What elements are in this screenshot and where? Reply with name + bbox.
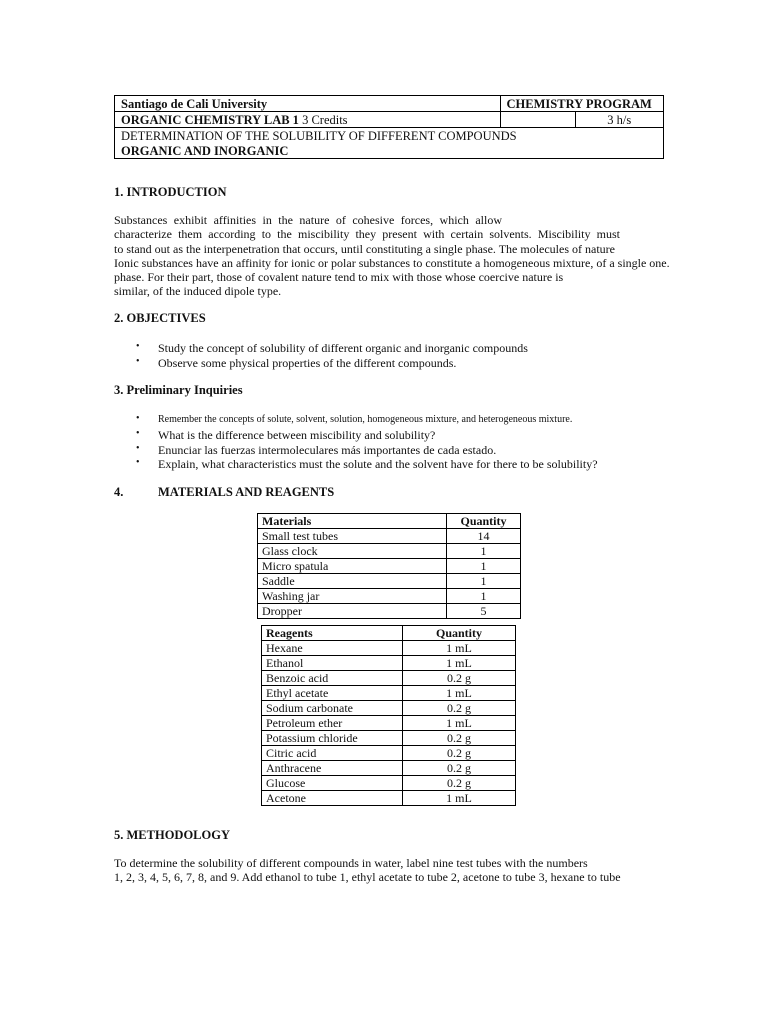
reagent-qty: 0.2 g bbox=[403, 701, 516, 716]
reagent-name: Benzoic acid bbox=[262, 671, 403, 686]
reagent-qty: 0.2 g bbox=[403, 731, 516, 746]
table-row bbox=[258, 544, 521, 559]
university-name: Santiago de Cali University bbox=[115, 96, 501, 112]
material-qty: 1 bbox=[447, 544, 521, 559]
methodology-paragraph bbox=[114, 856, 654, 885]
reagents-col-header: Reagents bbox=[262, 626, 403, 641]
introduction-heading: 1. INTRODUCTION bbox=[114, 185, 227, 199]
list-item: • Study the concept of solubility of different organic and inorganic compounds bbox=[114, 341, 528, 356]
reagent-qty: 1 mL bbox=[403, 686, 516, 701]
material-name: Dropper bbox=[258, 604, 447, 619]
table-row bbox=[262, 746, 516, 761]
methodology-heading: 5. METHODOLOGY bbox=[114, 828, 230, 842]
material-name: Saddle bbox=[258, 574, 447, 589]
methodology-line: To determine the solubility of different compounds in water, label nine test tubes with the numbers bbox=[114, 856, 588, 870]
intro-line: to stand out as the interpenetration that occurs, until constituting a single phase. The molecules of nature bbox=[114, 241, 615, 256]
reagent-name: Hexane bbox=[262, 641, 403, 656]
reagent-name: Ethanol bbox=[262, 656, 403, 671]
list-item: • Explain, what characteristics must the solute and the solvent have for there to be solubility? bbox=[114, 457, 598, 472]
reagent-name: Sodium carbonate bbox=[262, 701, 403, 716]
table-row bbox=[258, 559, 521, 574]
reagent-name: Ethyl acetate bbox=[262, 686, 403, 701]
material-name: Washing jar bbox=[258, 589, 447, 604]
reagent-name: Potassium chloride bbox=[262, 731, 403, 746]
methodology-line: 1, 2, 3, 4, 5, 6, 7, 8, and 9. Add ethanol to tube 1, ethyl acetate to tube 2, acetone to tube 3, hexane to tube bbox=[114, 870, 621, 885]
reagent-qty: 0.2 g bbox=[403, 746, 516, 761]
table-row bbox=[258, 529, 521, 544]
reagent-name: Glucose bbox=[262, 776, 403, 791]
list-item: • Observe some physical properties of the different compounds. bbox=[114, 356, 528, 371]
reagent-name: Petroleum ether bbox=[262, 716, 403, 731]
intro-line: Substances exhibit affinities in the nature of cohesive forces, which allow bbox=[114, 213, 502, 227]
materials-col-header: Materials bbox=[258, 514, 447, 529]
lab-title-line1: DETERMINATION OF THE SOLUBILITY OF DIFFERENT COMPOUNDS bbox=[115, 128, 664, 144]
reagent-qty: 1 mL bbox=[403, 716, 516, 731]
program-name: CHEMISTRY PROGRAM bbox=[500, 96, 663, 112]
reagent-qty: 1 mL bbox=[403, 791, 516, 806]
table-row bbox=[262, 701, 516, 716]
material-qty: 1 bbox=[447, 559, 521, 574]
course-hours: 3 h/s bbox=[575, 112, 663, 128]
table-row bbox=[258, 604, 521, 619]
table-row bbox=[258, 574, 521, 589]
list-item: • Remember the concepts of solute, solvent, solution, homogeneous mixture, and heterogeneous mixture. bbox=[114, 413, 598, 428]
course-credits: 3 Credits bbox=[298, 112, 348, 127]
quantity-col-header: Quantity bbox=[403, 626, 516, 641]
reagent-name: Citric acid bbox=[262, 746, 403, 761]
table-row bbox=[262, 761, 516, 776]
reagent-qty: 1 mL bbox=[403, 656, 516, 671]
reagent-name: Acetone bbox=[262, 791, 403, 806]
table-row bbox=[262, 686, 516, 701]
reagents-table bbox=[261, 625, 516, 806]
objectives-list bbox=[114, 341, 528, 371]
intro-line: similar, of the induced dipole type. bbox=[114, 284, 282, 299]
table-row bbox=[262, 731, 516, 746]
material-name: Micro spatula bbox=[258, 559, 447, 574]
list-item: • What is the difference between miscibility and solubility? bbox=[114, 428, 598, 443]
material-name: Glass clock bbox=[258, 544, 447, 559]
lab-title-line2: ORGANIC AND INORGANIC bbox=[115, 143, 664, 159]
quantity-col-header: Quantity bbox=[447, 514, 521, 529]
course-name: ORGANIC CHEMISTRY LAB 1 bbox=[121, 112, 299, 127]
material-qty: 1 bbox=[447, 589, 521, 604]
material-name: Small test tubes bbox=[258, 529, 447, 544]
intro-line: Ionic substances have an affinity for ionic or polar substances to constitute a homogeneous mixture, of a single one. bbox=[114, 255, 670, 270]
materials-section-number: 4. bbox=[114, 485, 124, 499]
table-row bbox=[262, 791, 516, 806]
intro-line: characterize them according to the miscibility they present with certain solvents. Miscibility must bbox=[114, 227, 620, 242]
intro-line: phase. For their part, those of covalent nature tend to mix with those whose coercive nature is bbox=[114, 270, 564, 285]
list-item: • Enunciar las fuerzas intermoleculares más importantes de cada estado. bbox=[114, 443, 598, 458]
inquiries-heading: 3. Preliminary Inquiries bbox=[114, 383, 243, 397]
reagent-name: Anthracene bbox=[262, 761, 403, 776]
inquiries-list bbox=[114, 413, 598, 472]
materials-heading: MATERIALS AND REAGENTS bbox=[158, 485, 335, 499]
course-header-table bbox=[114, 95, 664, 159]
table-row bbox=[258, 589, 521, 604]
objectives-heading: 2. OBJECTIVES bbox=[114, 311, 206, 325]
table-row bbox=[262, 641, 516, 656]
material-qty: 14 bbox=[447, 529, 521, 544]
empty-cell bbox=[500, 112, 575, 128]
reagent-qty: 1 mL bbox=[403, 641, 516, 656]
introduction-paragraph bbox=[114, 213, 670, 299]
course-cell bbox=[115, 112, 501, 128]
table-row bbox=[262, 656, 516, 671]
material-qty: 1 bbox=[447, 574, 521, 589]
material-qty: 5 bbox=[447, 604, 521, 619]
table-row bbox=[262, 716, 516, 731]
table-row bbox=[262, 671, 516, 686]
reagent-qty: 0.2 g bbox=[403, 776, 516, 791]
reagent-qty: 0.2 g bbox=[403, 671, 516, 686]
materials-table bbox=[257, 513, 521, 619]
reagent-qty: 0.2 g bbox=[403, 761, 516, 776]
table-row bbox=[262, 776, 516, 791]
